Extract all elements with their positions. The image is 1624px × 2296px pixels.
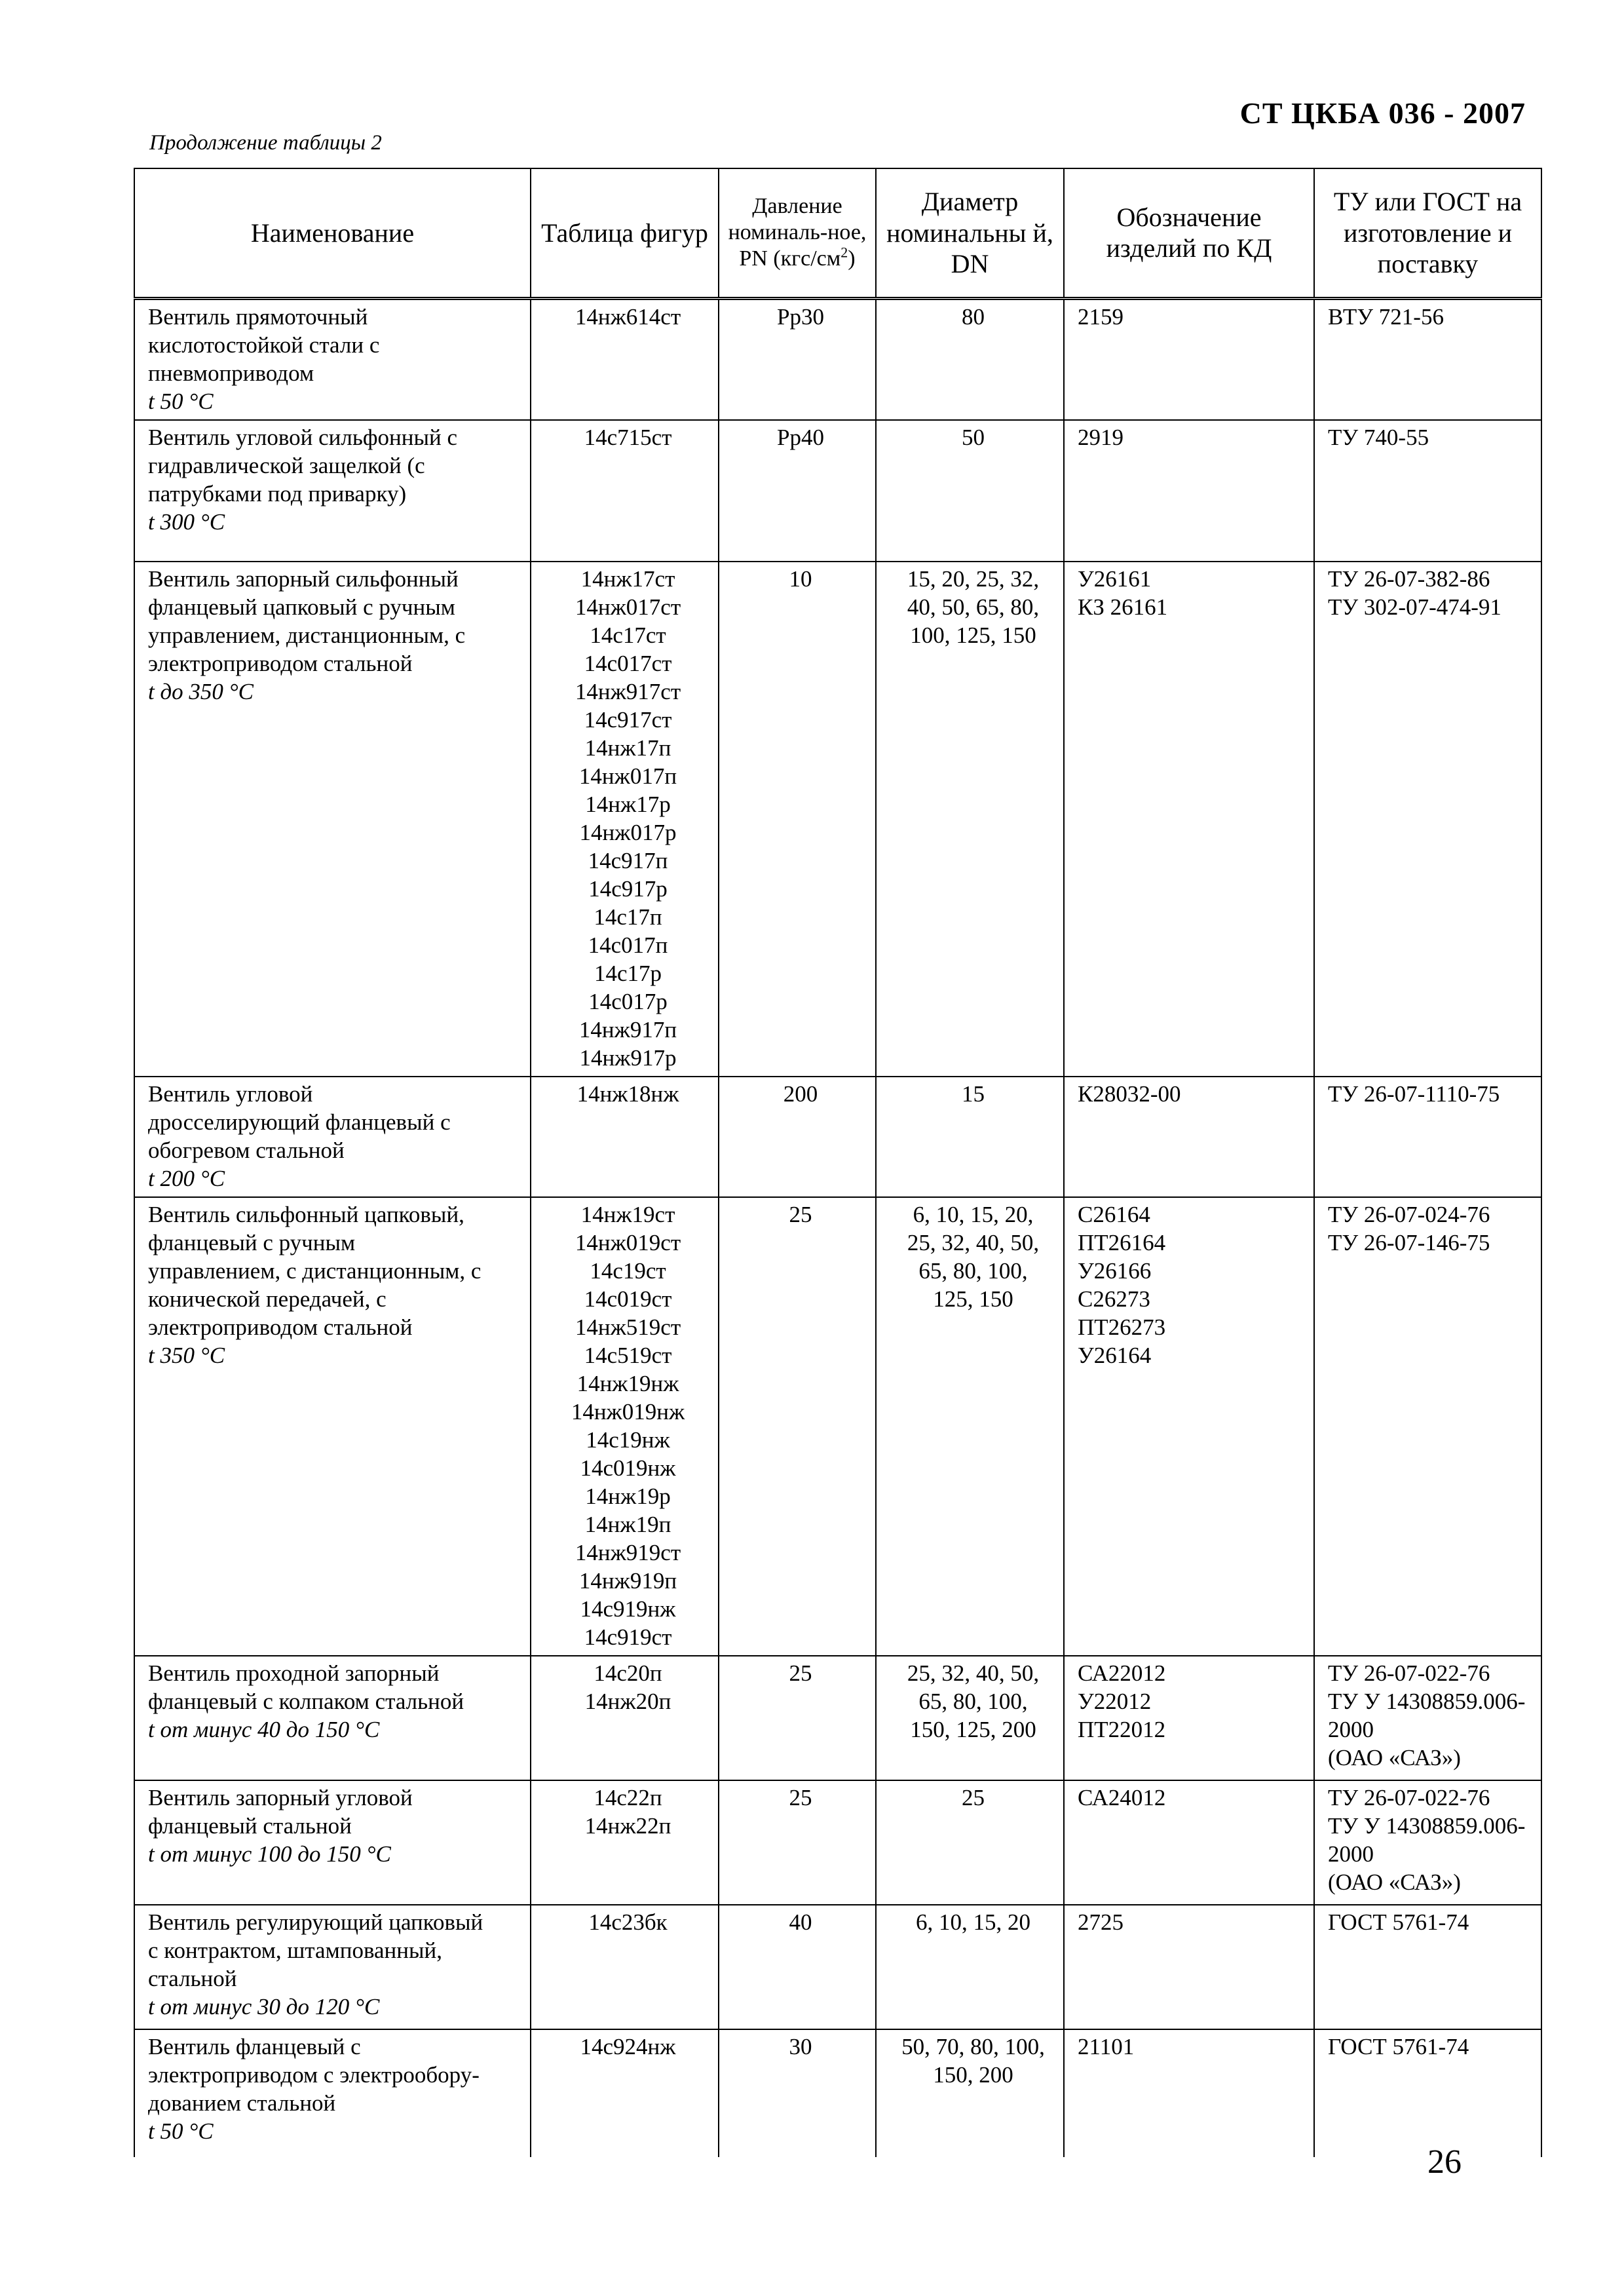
tu-standard: ТУ 26-07-1110-75 [1328,1081,1500,1107]
table-header-row [134,168,1541,298]
header-name: Наименование [134,168,531,298]
cell-figures [531,562,719,1077]
cell-name [134,420,531,562]
figure-code: 14нж18нж [576,1081,679,1107]
cell-pressure [719,420,876,562]
kd-designation: 2159 [1078,303,1124,330]
cell-figures [531,1197,719,1656]
diameter-value: 6, 10, 15, 20 [916,1909,1030,1935]
figure-code: 14нж22п [584,1812,671,1839]
cell-diameter [876,1077,1064,1197]
figure-code: 14с519ст [584,1342,672,1368]
cell-kd [1064,2029,1314,2157]
cell-figures [531,420,719,562]
cell-figures [531,1905,719,2029]
tu-standard: ТУ 26-07-022-76 ТУ У 14308859.006- 2000 (ОАО «САЗ») [1328,1660,1526,1770]
figure-code: 14с017р [588,988,668,1014]
item-name: Вентиль сильфонный цапковый, фланцевый с ручным управлением, с дистанционным, с конической передачей, с электроприводом стальной [148,1201,482,1340]
figure-code: 14нж917п [578,1016,677,1043]
figure-code: 14с924нж [580,2033,676,2059]
cell-figures [531,1656,719,1780]
cell-name [134,562,531,1077]
figure-code: 14нж017ст [575,594,681,620]
pressure-value: 25 [789,1660,812,1686]
header-pressure-sup: 2 [840,244,848,261]
table-row [134,562,1541,1077]
figure-code: 14нж19нж [576,1370,679,1396]
figure-code: 14с19нж [586,1426,670,1453]
tu-standard: ГОСТ 5761-74 [1328,2033,1469,2059]
item-temperature: t от минус 100 до 150 °С [148,1841,391,1867]
cell-kd [1064,1780,1314,1905]
item-name: Вентиль запорный угловой фланцевый стальной [148,1784,413,1839]
kd-designation: СА24012 [1078,1784,1166,1810]
table-row [134,1656,1541,1780]
diameter-value: 15, 20, 25, 32, 40, 50, 65, 80, 100, 125, 150 [907,565,1040,648]
cell-pressure [719,562,876,1077]
cell-tu [1314,1905,1541,2029]
cell-name [134,1077,531,1197]
header-kd-designation: Обозначение изделий по КД [1064,168,1314,298]
kd-designation: С26273 [1078,1286,1150,1312]
cell-figures [531,2029,719,2157]
diameter-value: 50, 70, 80, 100, 150, 200 [901,2033,1045,2088]
figure-code: 14нж017п [578,763,677,789]
cell-kd [1064,298,1314,420]
table-row [134,1905,1541,2029]
kd-designation: У22012 [1078,1688,1152,1714]
kd-designation: У26164 [1078,1342,1152,1368]
figure-code: 14с19ст [590,1257,666,1284]
kd-designation: 21101 [1078,2033,1135,2059]
figure-code: 14нж519ст [575,1314,681,1340]
cell-tu [1314,1197,1541,1656]
tu-standard: ТУ 26-07-024-76 ТУ 26-07-146-75 [1328,1201,1490,1255]
pressure-value: 25 [789,1201,812,1227]
cell-diameter [876,2029,1064,2157]
item-temperature: t 300 °С [148,508,225,535]
figure-code: 14нж19п [584,1511,671,1537]
table-row [134,1780,1541,1905]
cell-diameter [876,420,1064,562]
cell-kd [1064,1077,1314,1197]
figure-code: 14с17ст [590,622,666,648]
item-temperature: t от минус 30 до 120 °С [148,1993,380,2019]
figure-code: 14нж919ст [575,1539,681,1565]
document-code: СТ ЦКБА 036 - 2007 [1239,96,1526,130]
figure-code: 14с917п [588,847,668,873]
cell-pressure [719,1077,876,1197]
diameter-value: 25, 32, 40, 50, 65, 80, 100, 150, 125, 200 [907,1660,1040,1742]
pressure-value: 200 [783,1081,818,1107]
tu-standard: ВТУ 721-56 [1328,303,1444,330]
item-name: Вентиль угловой сильфонный с гидравлической защелкой (с патрубками под приварку) [148,424,457,507]
pressure-value: 25 [789,1784,812,1810]
header-diameter: Диаметр номинальны й, DN [876,168,1064,298]
diameter-value: 6, 10, 15, 20, 25, 32, 40, 50, 65, 80, 100, 125, 150 [907,1201,1040,1312]
header-pressure [719,168,876,298]
figure-code: 14с919ст [584,1624,672,1650]
figure-code: 14с919нж [580,1596,676,1622]
cell-tu [1314,562,1541,1077]
tu-standard: ТУ 740-55 [1328,424,1429,450]
figure-code: 14с22п [594,1784,662,1810]
cell-tu [1314,298,1541,420]
item-temperature: t 200 °С [148,1165,225,1191]
kd-designation: ПТ26273 [1078,1314,1166,1340]
pressure-value: 10 [789,565,812,592]
cell-pressure [719,1656,876,1780]
cell-pressure [719,1780,876,1905]
table-continuation-label: Продолжение таблицы 2 [149,131,382,155]
cell-pressure [719,298,876,420]
figure-code: 14с23бк [588,1909,668,1935]
kd-designation: С26164 [1078,1201,1150,1227]
cell-figures [531,1780,719,1905]
figure-code: 14нж917ст [575,678,681,704]
figure-code: 14нж019нж [571,1398,685,1425]
item-name: Вентиль прямоточный кислотостойкой стали с пневмоприводом [148,303,380,386]
figure-code: 14с017п [588,932,668,958]
figure-code: 14нж919п [578,1567,677,1594]
cell-kd [1064,1197,1314,1656]
item-name: Вентиль угловой дросселирующий фланцевый с обогревом стальной [148,1081,451,1163]
valve-spec-table [134,168,1542,2157]
cell-name [134,1905,531,2029]
cell-diameter [876,1905,1064,2029]
figure-code: 14с017ст [584,650,672,676]
figure-code: 14нж917р [579,1044,677,1071]
item-name: Вентиль проходной запорный фланцевый с колпаком стальной [148,1660,464,1714]
cell-name [134,1780,531,1905]
kd-designation: 2919 [1078,424,1124,450]
table-row [134,1077,1541,1197]
kd-designation: У26166 [1078,1257,1152,1284]
kd-designation: У26161 [1078,565,1152,592]
item-name: Вентиль регулирующий цапковый с контрактом, штампованный, стальной [148,1909,483,1991]
item-temperature: t до 350 °С [148,678,254,704]
cell-name [134,1656,531,1780]
item-name: Вентиль запорный сильфонный фланцевый цапковый с ручным управлением, дистанционным, с электроприводом стальной [148,565,466,676]
figure-code: 14нж017р [579,819,677,845]
header-pressure-close: ) [848,246,856,271]
diameter-value: 25 [962,1784,985,1810]
kd-designation: ПТ22012 [1078,1716,1166,1742]
cell-name [134,298,531,420]
item-temperature: t 50 °С [148,2118,214,2144]
figure-code: 14с917ст [584,706,672,733]
cell-tu [1314,1656,1541,1780]
item-temperature: t 350 °С [148,1342,225,1368]
cell-name [134,2029,531,2157]
figure-code: 14с019ст [584,1286,672,1312]
cell-name [134,1197,531,1656]
cell-pressure [719,1905,876,2029]
figure-code: 14с20п [594,1660,662,1686]
page-number: 26 [1427,2143,1462,2181]
item-name: Вентиль фланцевый с электроприводом с электрообору- дованием стальной [148,2033,480,2116]
figure-code: 14с917р [588,875,668,902]
cell-diameter [876,1656,1064,1780]
kd-designation: 2725 [1078,1909,1124,1935]
header-pressure-text: Давление номиналь-ное, PN (кгс/см [728,194,867,271]
figure-code: 14с715ст [584,424,672,450]
header-figure-table: Таблица фигур [531,168,719,298]
figure-code: 14нж614ст [575,303,681,330]
pressure-value: 40 [789,1909,812,1935]
kd-designation: КЗ 26161 [1078,594,1168,620]
pressure-value: 30 [789,2033,812,2059]
pressure-value: Рр30 [777,303,824,330]
cell-pressure [719,1197,876,1656]
tu-standard: ТУ 26-07-382-86 ТУ 302-07-474-91 [1328,565,1501,620]
cell-kd [1064,1905,1314,2029]
cell-kd [1064,562,1314,1077]
cell-tu [1314,1780,1541,1905]
figure-code: 14нж17р [585,791,671,817]
item-temperature: t 50 °С [148,388,214,414]
cell-diameter [876,1780,1064,1905]
kd-designation: ПТ26164 [1078,1229,1166,1255]
table-row [134,298,1541,420]
figure-code: 14нж17п [584,735,671,761]
kd-designation: К28032-00 [1078,1081,1181,1107]
cell-kd [1064,420,1314,562]
cell-tu [1314,420,1541,562]
table-row [134,2029,1541,2157]
table-row [134,420,1541,562]
figure-code: 14нж17ст [580,565,675,592]
diameter-value: 80 [962,303,985,330]
cell-diameter [876,298,1064,420]
tu-standard: ТУ 26-07-022-76 ТУ У 14308859.006- 2000 (ОАО «САЗ») [1328,1784,1526,1895]
cell-tu [1314,2029,1541,2157]
cell-tu [1314,1077,1541,1197]
cell-figures [531,1077,719,1197]
figure-code: 14с019нж [580,1455,676,1481]
cell-pressure [719,2029,876,2157]
diameter-value: 50 [962,424,985,450]
kd-designation: СА22012 [1078,1660,1166,1686]
tu-standard: ГОСТ 5761-74 [1328,1909,1469,1935]
figure-code: 14нж019ст [575,1229,681,1255]
table-row [134,1197,1541,1656]
item-temperature: t от минус 40 до 150 °С [148,1716,380,1742]
figure-code: 14нж20п [584,1688,671,1714]
cell-diameter [876,1197,1064,1656]
header-tu-gost: ТУ или ГОСТ на изготовление и поставку [1314,168,1541,298]
pressure-value: Рр40 [777,424,824,450]
diameter-value: 15 [962,1081,985,1107]
cell-diameter [876,562,1064,1077]
figure-code: 14нж19р [585,1483,671,1509]
cell-figures [531,298,719,420]
figure-code: 14нж19ст [580,1201,675,1227]
cell-kd [1064,1656,1314,1780]
figure-code: 14с17р [594,960,662,986]
figure-code: 14с17п [594,904,662,930]
